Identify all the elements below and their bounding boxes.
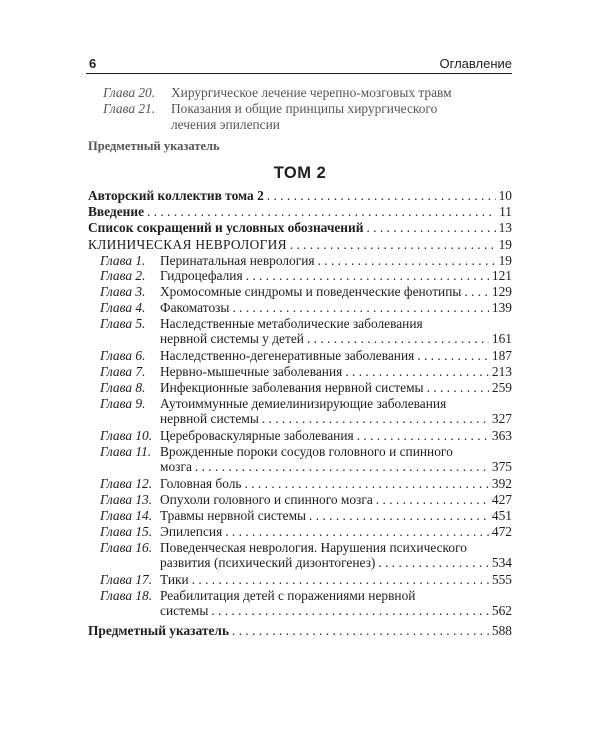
chapter-title: Хирургическое лечение черепно-мозговых травм <box>171 85 452 100</box>
chapter-label: Глава 14. <box>100 508 153 523</box>
entry-page: 121 <box>491 268 512 284</box>
entry-title: Головная боль <box>160 476 242 492</box>
entry-page: 161 <box>491 331 512 347</box>
chapter-label: Глава 12. <box>100 476 153 492</box>
dot-leader <box>147 204 496 219</box>
volume-title: ТОМ 2 <box>273 164 327 182</box>
entry-page: 392 <box>491 476 512 492</box>
entry-title: Цереброваскулярные заболевания <box>160 428 354 444</box>
entry-page: 19 <box>498 236 512 252</box>
dot-leader <box>417 348 489 363</box>
chapter-label: Глава 9. <box>100 395 146 411</box>
chapter-label: Глава 1. <box>100 252 146 268</box>
entry-page: 19 <box>498 252 512 268</box>
chapter-label: Глава 20. <box>103 85 156 100</box>
entry-title: КЛИНИЧЕСКАЯ НЕВРОЛОГИЯ <box>88 236 287 252</box>
entry-page: 562 <box>491 603 512 619</box>
dot-leader <box>232 623 489 638</box>
chapter-label: Глава 11. <box>100 443 152 459</box>
chapter-label: Глава 18. <box>100 587 153 603</box>
dot-leader <box>376 492 489 507</box>
entry-page: 472 <box>491 523 512 539</box>
chapter-label: Глава 7. <box>100 364 146 379</box>
chapter-label: Глава 13. <box>100 492 153 508</box>
dot-leader <box>309 508 489 523</box>
chapter-title: Реабилитация детей с поражениями нервной <box>160 587 416 603</box>
prev-chapter-21-cont: лечения эпилепсии <box>171 117 280 132</box>
dot-leader <box>290 237 496 252</box>
entry-page: 327 <box>491 411 512 427</box>
chapter-label: Глава 10. <box>100 428 153 444</box>
chapter-title: Показания и общие принципы хирургического <box>171 101 438 116</box>
entry-title: Инфекционные заболевания нервной системы <box>160 379 424 395</box>
entry-page: 534 <box>491 555 512 571</box>
dot-leader <box>225 524 489 539</box>
entry-page: 10 <box>498 188 512 203</box>
chapter-label: Глава 21. <box>103 101 156 116</box>
chapter-label: Глава 16. <box>100 539 153 555</box>
dot-leader <box>307 331 489 346</box>
dot-leader <box>318 253 496 268</box>
chapter-label: Глава 8. <box>100 379 146 395</box>
entry-title: Травмы нервной системы <box>160 508 307 523</box>
entry-page: 11 <box>499 204 512 219</box>
entry-title: Опухоли головного и спинного мозга <box>160 492 373 508</box>
entry-title: нервной системы <box>160 411 259 427</box>
page-header <box>86 54 512 72</box>
entry-page: 588 <box>491 623 512 639</box>
dot-leader <box>262 411 489 426</box>
page-number: 6 <box>89 56 97 71</box>
entry-title: мозга <box>160 459 192 475</box>
entry-page: 129 <box>491 284 512 300</box>
entry-title: развития (психический дизонтогенез) <box>160 555 376 571</box>
chapter-label: Глава 6. <box>100 348 146 364</box>
entry-title: Введение <box>88 204 145 219</box>
dot-leader <box>211 603 489 618</box>
dot-leader <box>232 300 488 315</box>
chapter-label: Глава 3. <box>100 284 146 300</box>
chapter-label: Глава 17. <box>100 572 153 588</box>
dot-leader <box>427 380 489 395</box>
entry-page: 13 <box>498 220 512 235</box>
dot-leader <box>192 572 489 587</box>
entry-page: 213 <box>491 364 512 379</box>
entry-title: нервной системы у детей <box>160 331 304 347</box>
entry-title: Хромосомные синдромы и поведенческие фенотипы <box>160 284 462 300</box>
entry-page: 363 <box>491 428 512 444</box>
dot-leader <box>246 268 489 283</box>
chapter-label: Глава 5. <box>100 315 146 331</box>
entry-title: Предметный указатель <box>88 623 230 639</box>
prev-index-title: Предметный указатель <box>88 139 220 153</box>
dot-leader <box>345 364 489 379</box>
entry-page: 427 <box>491 492 512 508</box>
dot-leader <box>267 188 496 203</box>
dot-leader <box>366 220 495 235</box>
dot-leader <box>464 284 489 299</box>
header-rule <box>86 73 512 74</box>
chapter-label: Глава 2. <box>100 268 146 284</box>
entry-title: Список сокращений и условных обозначений <box>88 220 364 235</box>
entry-page: 187 <box>491 348 512 364</box>
entry-page: 451 <box>491 508 512 523</box>
chapter-title: Врожденные пороки сосудов головного и спинного <box>160 443 453 459</box>
entry-page: 375 <box>491 459 512 475</box>
entry-title: Эпилепсия <box>160 523 223 539</box>
entry-title: Гидроцефалия <box>160 268 243 284</box>
dot-leader <box>195 459 489 474</box>
chapter-title: Поведенческая неврология. Нарушения психического <box>160 539 467 555</box>
section-title: Оглавление <box>439 56 512 71</box>
entry-title: Тики <box>160 572 189 588</box>
entry-title: Авторский коллектив тома 2 <box>88 188 264 203</box>
entry-title: системы <box>160 603 209 619</box>
chapter-title: Наследственные метаболические заболевания <box>160 315 423 331</box>
chapter-label: Глава 15. <box>100 523 153 539</box>
entry-title: Факоматозы <box>160 299 230 315</box>
chapter-title: Аутоиммунные демиелинизирующие заболевания <box>160 395 447 411</box>
entry-page: 555 <box>491 572 512 588</box>
entry-page: 139 <box>491 299 512 315</box>
dot-leader <box>357 428 489 443</box>
dot-leader <box>378 555 489 570</box>
entry-title: Перинатальная неврология <box>160 252 315 268</box>
entry-page: 259 <box>491 379 512 395</box>
entry-title: Наследственно-дегенеративные заболевания <box>160 348 415 364</box>
entry-title: Нервно-мышечные заболевания <box>160 364 343 379</box>
dot-leader <box>245 476 489 491</box>
chapter-label: Глава 4. <box>100 299 146 315</box>
